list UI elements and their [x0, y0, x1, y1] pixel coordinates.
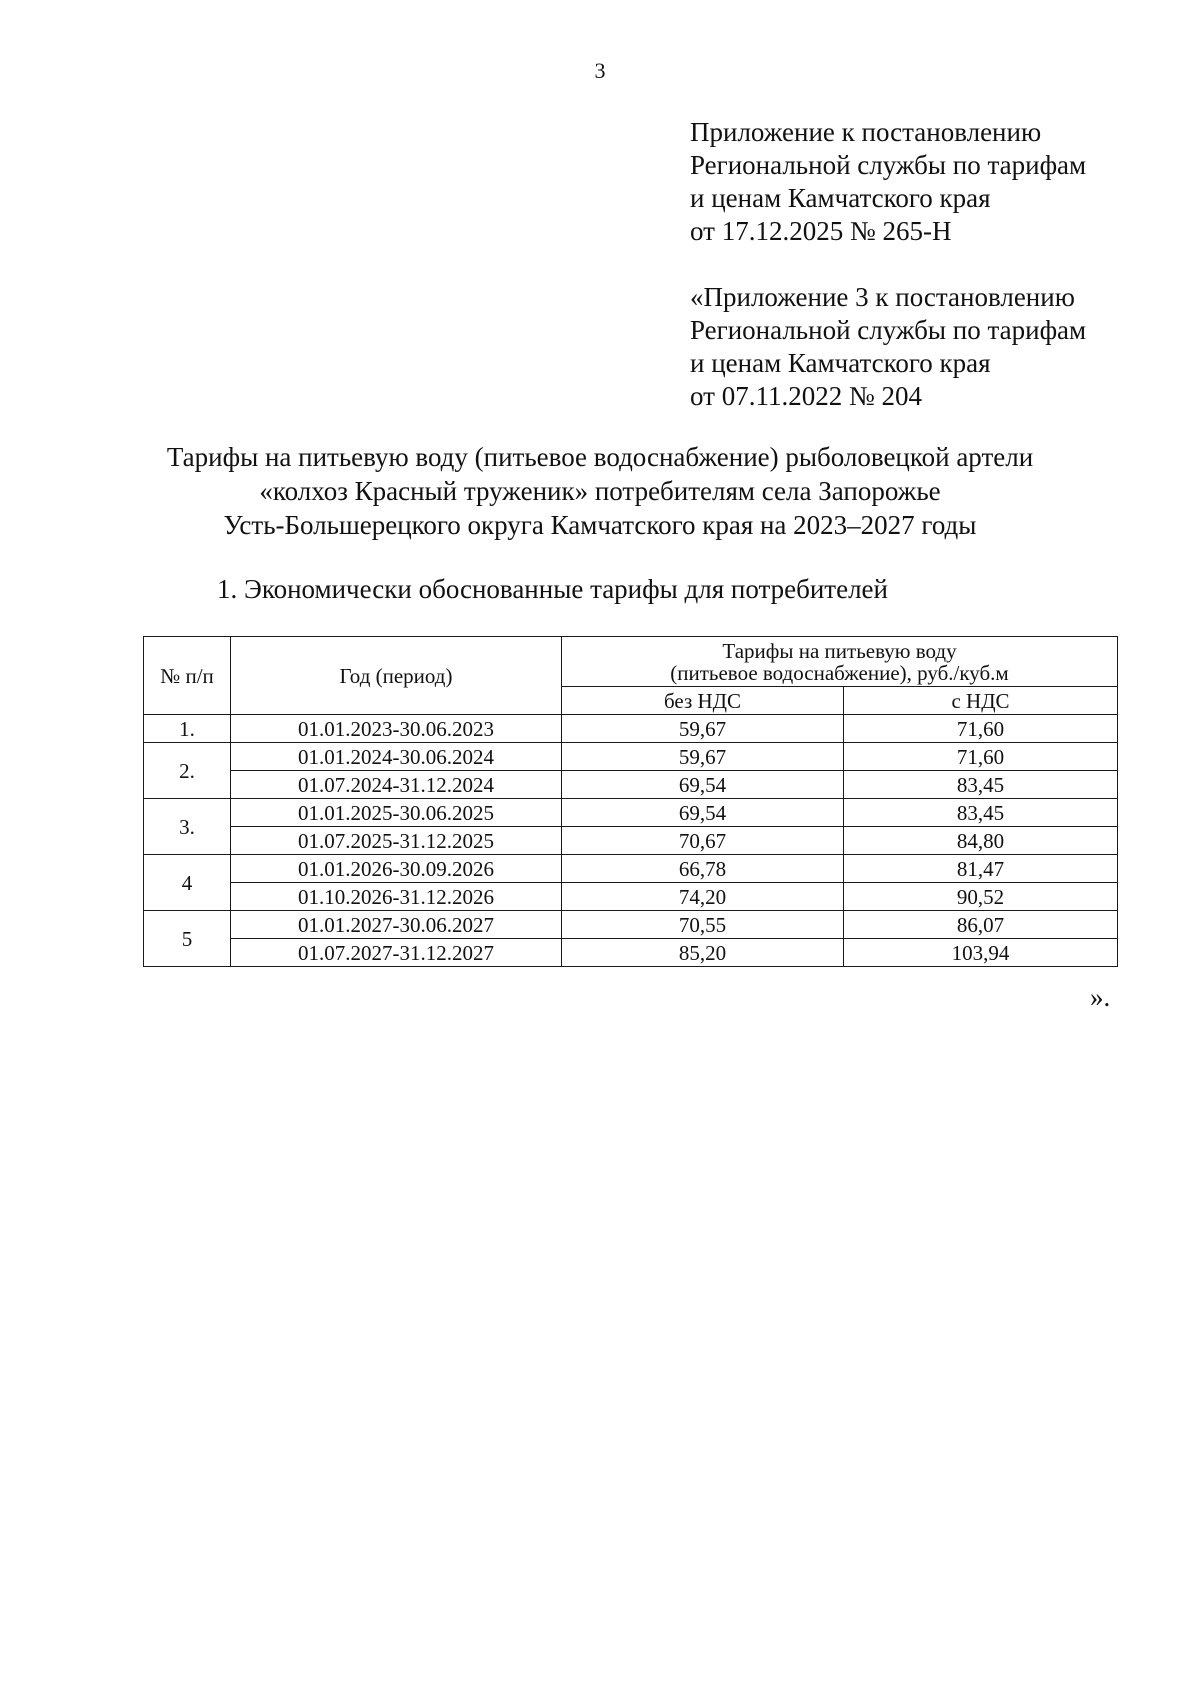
row-period: 01.01.2025-30.06.2025: [231, 799, 562, 827]
row-period: 01.07.2025-31.12.2025: [231, 827, 562, 855]
document-title: [100, 440, 1100, 542]
header-without-vat: без НДС: [562, 687, 844, 715]
row-with-vat: 90,52: [844, 883, 1118, 911]
row-without-vat: 70,67: [562, 827, 844, 855]
row-number: 5: [144, 911, 231, 967]
annex-line: и ценам Камчатского края: [690, 348, 991, 378]
row-with-vat: 83,45: [844, 771, 1118, 799]
table-header-row: [144, 637, 1118, 687]
row-period: 01.10.2026-31.12.2026: [231, 883, 562, 911]
table-row: [144, 939, 1118, 967]
table-header: [144, 637, 1118, 715]
annex-line: и ценам Камчатского края: [690, 183, 991, 213]
row-period: 01.07.2027-31.12.2027: [231, 939, 562, 967]
title-line: «колхоз Красный труженик» потребителям села Запорожье: [259, 476, 941, 506]
annex-line: от 17.12.2025 № 265-Н: [690, 216, 952, 246]
tariff-table: [143, 636, 1118, 967]
table-row: [144, 911, 1118, 939]
annex-line: Региональной службы по тарифам: [690, 315, 1087, 345]
row-without-vat: 85,20: [562, 939, 844, 967]
row-period: 01.07.2024-31.12.2024: [231, 771, 562, 799]
table-row: [144, 771, 1118, 799]
title-line: Тарифы на питьевую воду (питьевое водоснабжение) рыболовецкой артели: [166, 442, 1034, 472]
row-without-vat: 69,54: [562, 799, 844, 827]
table-row: [144, 883, 1118, 911]
row-period: 01.01.2026-30.09.2026: [231, 855, 562, 883]
row-without-vat: 66,78: [562, 855, 844, 883]
table-row: [144, 715, 1118, 743]
row-number: 3.: [144, 799, 231, 855]
row-with-vat: 86,07: [844, 911, 1118, 939]
annex-line: от 07.11.2022 № 204: [690, 381, 922, 411]
row-without-vat: 69,54: [562, 771, 844, 799]
table-row: [144, 743, 1118, 771]
row-with-vat: 71,60: [844, 743, 1118, 771]
row-without-vat: 74,20: [562, 883, 844, 911]
row-with-vat: 84,80: [844, 827, 1118, 855]
page-number: 3: [594, 58, 606, 83]
row-period: 01.01.2024-30.06.2024: [231, 743, 562, 771]
header-tariff-line: (питьевое водоснабжение), руб./куб.м: [670, 660, 1009, 685]
closing-quote-mark: ».: [1090, 982, 1111, 1012]
row-without-vat: 59,67: [562, 743, 844, 771]
table-row: [144, 827, 1118, 855]
row-without-vat: 59,67: [562, 715, 844, 743]
annex-line: Региональной службы по тарифам: [690, 150, 1087, 180]
annex-reference-current: [690, 116, 1086, 248]
table-row: [144, 799, 1118, 827]
row-with-vat: 103,94: [844, 939, 1118, 967]
header-number: № п/п: [144, 637, 231, 715]
header-tariff: [562, 637, 1118, 687]
row-with-vat: 83,45: [844, 799, 1118, 827]
row-without-vat: 70,55: [562, 911, 844, 939]
row-period: 01.01.2027-30.06.2027: [231, 911, 562, 939]
section-heading: 1. Экономически обоснованные тарифы для потребителей: [217, 574, 888, 604]
header-with-vat: с НДС: [844, 687, 1118, 715]
row-number: 2.: [144, 743, 231, 799]
title-line: Усть-Большерецкого округа Камчатского края на 2023–2027 годы: [223, 510, 977, 540]
header-period: Год (период): [231, 637, 562, 715]
row-number: 1.: [144, 715, 231, 743]
row-number: 4: [144, 855, 231, 911]
annex-line: «Приложение 3 к постановлению: [690, 282, 1075, 312]
table-row: [144, 855, 1118, 883]
row-with-vat: 81,47: [844, 855, 1118, 883]
row-period: 01.01.2023-30.06.2023: [231, 715, 562, 743]
row-with-vat: 71,60: [844, 715, 1118, 743]
header-tariff-line: Тарифы на питьевую воду: [722, 638, 957, 663]
table-body: [144, 715, 1118, 967]
annex-reference-original: [690, 281, 1086, 413]
annex-line: Приложение к постановлению: [690, 117, 1042, 147]
